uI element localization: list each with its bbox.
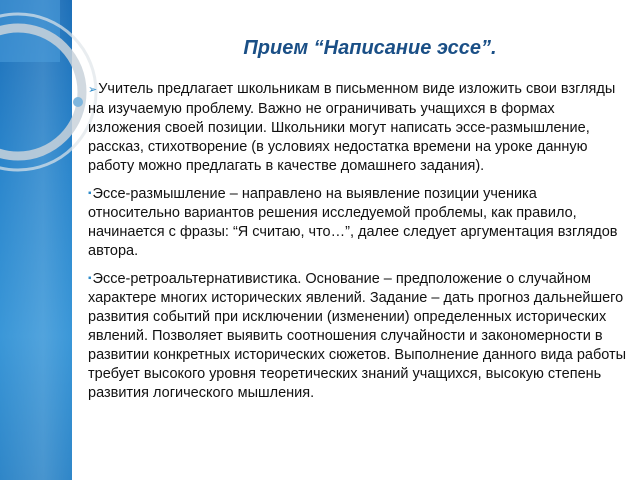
dot-bullet-icon: ▪ — [88, 273, 92, 284]
slide-title: Прием “Написание эссе”. — [243, 37, 497, 59]
arrow-bullet-icon: ➢ — [88, 84, 98, 96]
paragraph-2-text: Эссе-размышление – направлено на выявление позиции ученика относительно вариантов решения исследуемой проблемы, как правило, начинается с фразы: “Я считаю, что…”, далее следует аргументация взглядов автора. — [88, 186, 618, 259]
dot-bullet-icon: ▪ — [88, 188, 92, 199]
paragraph-3-text: Эссе-ретроальтернативистика. Основание – предположение о случайном характере многих исторических явлений. Задание – дать прогноз дальнейшего развития событий при исключении (изменении) определенных исторических явлений. Позволяет выявить соотношения случайности и закономерности в развитии конкретных исторических сюжетов. Выполнение данного вида работы требует высокого уровня теоретических знаний учащихся, высокую степень развития логического мышления. — [88, 271, 627, 401]
paragraph-3 — [88, 269, 628, 403]
paragraph-2 — [88, 184, 628, 261]
paragraph-1-text: Учитель предлагает школьникам в письменном виде изложить свои взгляды на изучаемую проблему. Важно не ограничивать учащихся в формах изложения своей позиции. Школьники могут написать эссе-размышление, рассказ, стихотворение (в условиях недостатка времени на уроке данную работу можно предлагать в качестве домашнего задания). — [88, 81, 616, 174]
small-dot — [73, 97, 83, 107]
slide-body — [88, 80, 628, 440]
paragraph-1 — [88, 80, 628, 176]
